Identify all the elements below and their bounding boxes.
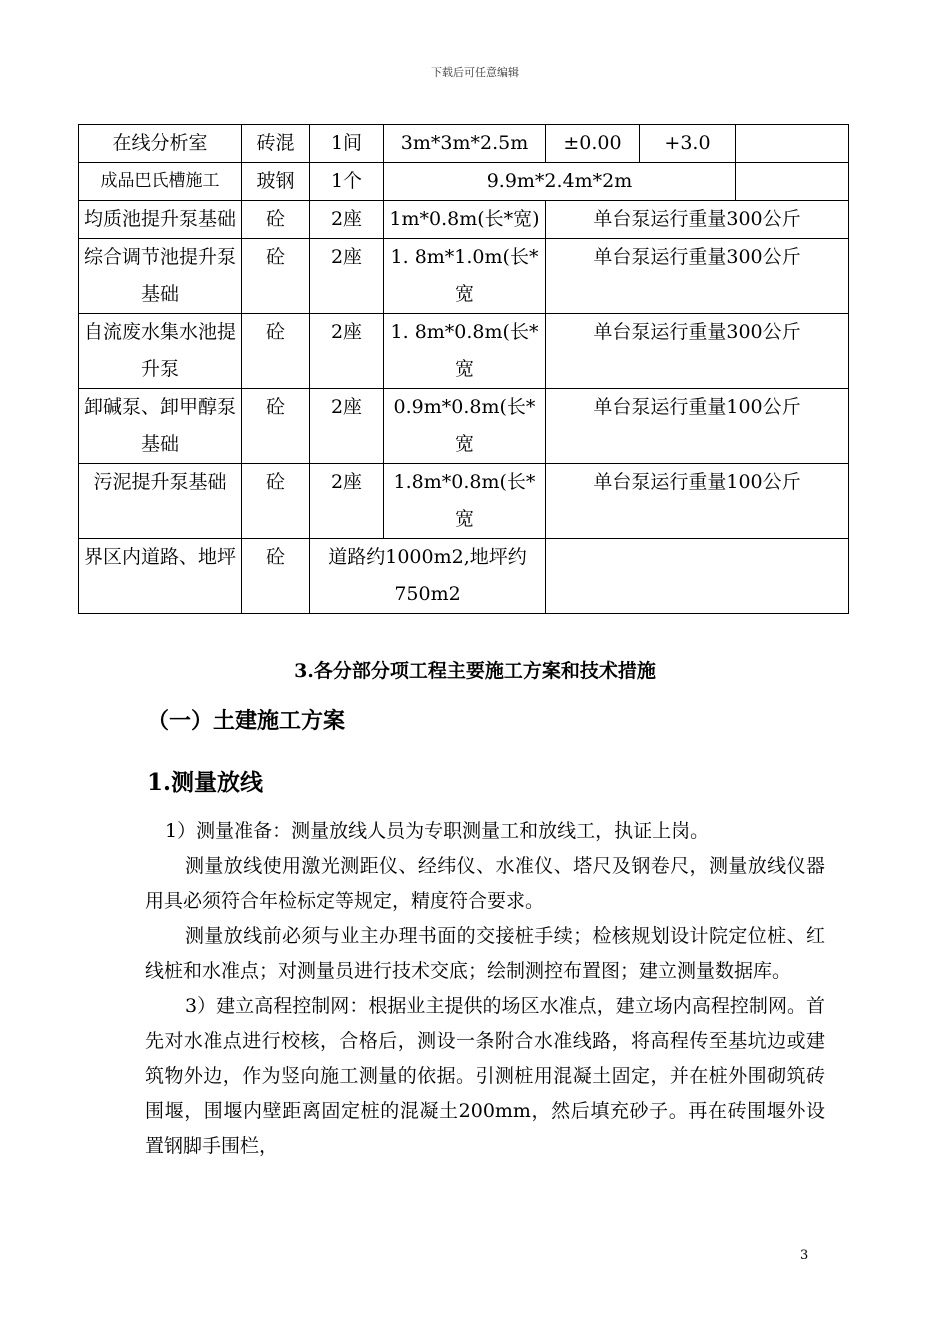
paragraph: 3）建立高程控制网：根据业主提供的场区水准点，建立场内高程控制网。首先对水准点进行校核，合格后，测设一条附合水准线路，将高程传至基坑边或建筑物外边，作为竖向施工测量的依据。引测桩用混凝土固定，并在桩外围砌筑砖围堰，围堰内壁距离固定桩的混凝土200mm，然后填充砂子。再在砖围堰外设置钢脚手围栏，	[145, 995, 825, 1157]
table-cell: 单台泵运行重量100公斤	[546, 464, 849, 539]
table-cell: 砼	[242, 314, 310, 389]
table-row	[79, 539, 849, 614]
table-cell: 1m*0.8m(长*宽)	[384, 201, 546, 239]
table-cell: 成品巴氏槽施工	[79, 163, 242, 201]
table-row	[79, 163, 849, 201]
table-cell: 在线分析室	[79, 125, 242, 163]
table-cell: 单台泵运行重量300公斤	[546, 201, 849, 239]
table-cell: 道路约1000m2,地坪约750m2	[310, 539, 546, 614]
table-cell: 砼	[242, 464, 310, 539]
table-cell	[736, 163, 849, 201]
table-cell: 2座	[310, 389, 384, 464]
table-cell: +3.0	[640, 125, 736, 163]
table-row	[79, 125, 849, 163]
table-cell: 1间	[310, 125, 384, 163]
subsection-heading: （一）土建施工方案	[147, 708, 346, 734]
table-cell: ±0.00	[546, 125, 640, 163]
item-heading: 1.测量放线	[147, 769, 264, 796]
table-cell	[546, 539, 849, 614]
table-cell: 单台泵运行重量300公斤	[546, 239, 849, 314]
table-cell: 3m*3m*2.5m	[384, 125, 546, 163]
paragraph: 测量放线使用激光测距仪、经纬仪、水准仪、塔尺及钢卷尺，测量放线仪器用具必须符合年检标定等规定，精度符合要求。	[145, 855, 825, 912]
table-cell: 2座	[310, 201, 384, 239]
table-cell	[736, 125, 849, 163]
table-cell: 2座	[310, 314, 384, 389]
table-cell: 污泥提升泵基础	[79, 464, 242, 539]
table-cell: 界区内道路、地坪	[79, 539, 242, 614]
table-cell: 1.8m*0.8m(长*宽	[384, 464, 546, 539]
page-header: 下载后可任意编辑	[431, 66, 519, 79]
table-cell: 砖混	[242, 125, 310, 163]
spec-table	[78, 124, 849, 614]
table-cell: 砼	[242, 239, 310, 314]
table-cell: 卸碱泵、卸甲醇泵基础	[79, 389, 242, 464]
table-cell: 1. 8m*1.0m(长*宽	[384, 239, 546, 314]
table-cell: 2座	[310, 464, 384, 539]
table-row	[79, 314, 849, 389]
table-cell: 砼	[242, 539, 310, 614]
table-row	[79, 389, 849, 464]
table-cell: 单台泵运行重量300公斤	[546, 314, 849, 389]
paragraph: 1）测量准备：测量放线人员为专职测量工和放线工，执证上岗。	[165, 820, 710, 842]
body-text	[145, 814, 825, 1164]
table-cell: 1个	[310, 163, 384, 201]
table-row	[79, 464, 849, 539]
table-row	[79, 239, 849, 314]
table-cell: 1. 8m*0.8m(长*宽	[384, 314, 546, 389]
table-cell: 9.9m*2.4m*2m	[384, 163, 736, 201]
table-cell: 综合调节池提升泵基础	[79, 239, 242, 314]
table-cell: 均质池提升泵基础	[79, 201, 242, 239]
page-number: 3	[800, 1248, 809, 1263]
table-cell: 单台泵运行重量100公斤	[546, 389, 849, 464]
table-cell: 0.9m*0.8m(长*宽	[384, 389, 546, 464]
table-cell: 自流废水集水池提升泵	[79, 314, 242, 389]
section-heading: 3.各分部分项工程主要施工方案和技术措施	[294, 660, 656, 682]
table-row	[79, 201, 849, 239]
table-cell: 砼	[242, 201, 310, 239]
paragraph: 测量放线前必须与业主办理书面的交接桩手续；检核规划设计院定位桩、红线桩和水准点；对测量员进行技术交底；绘制测控布置图；建立测量数据库。	[145, 925, 825, 982]
table-cell: 2座	[310, 239, 384, 314]
table-cell: 玻钢	[242, 163, 310, 201]
table-cell: 砼	[242, 389, 310, 464]
